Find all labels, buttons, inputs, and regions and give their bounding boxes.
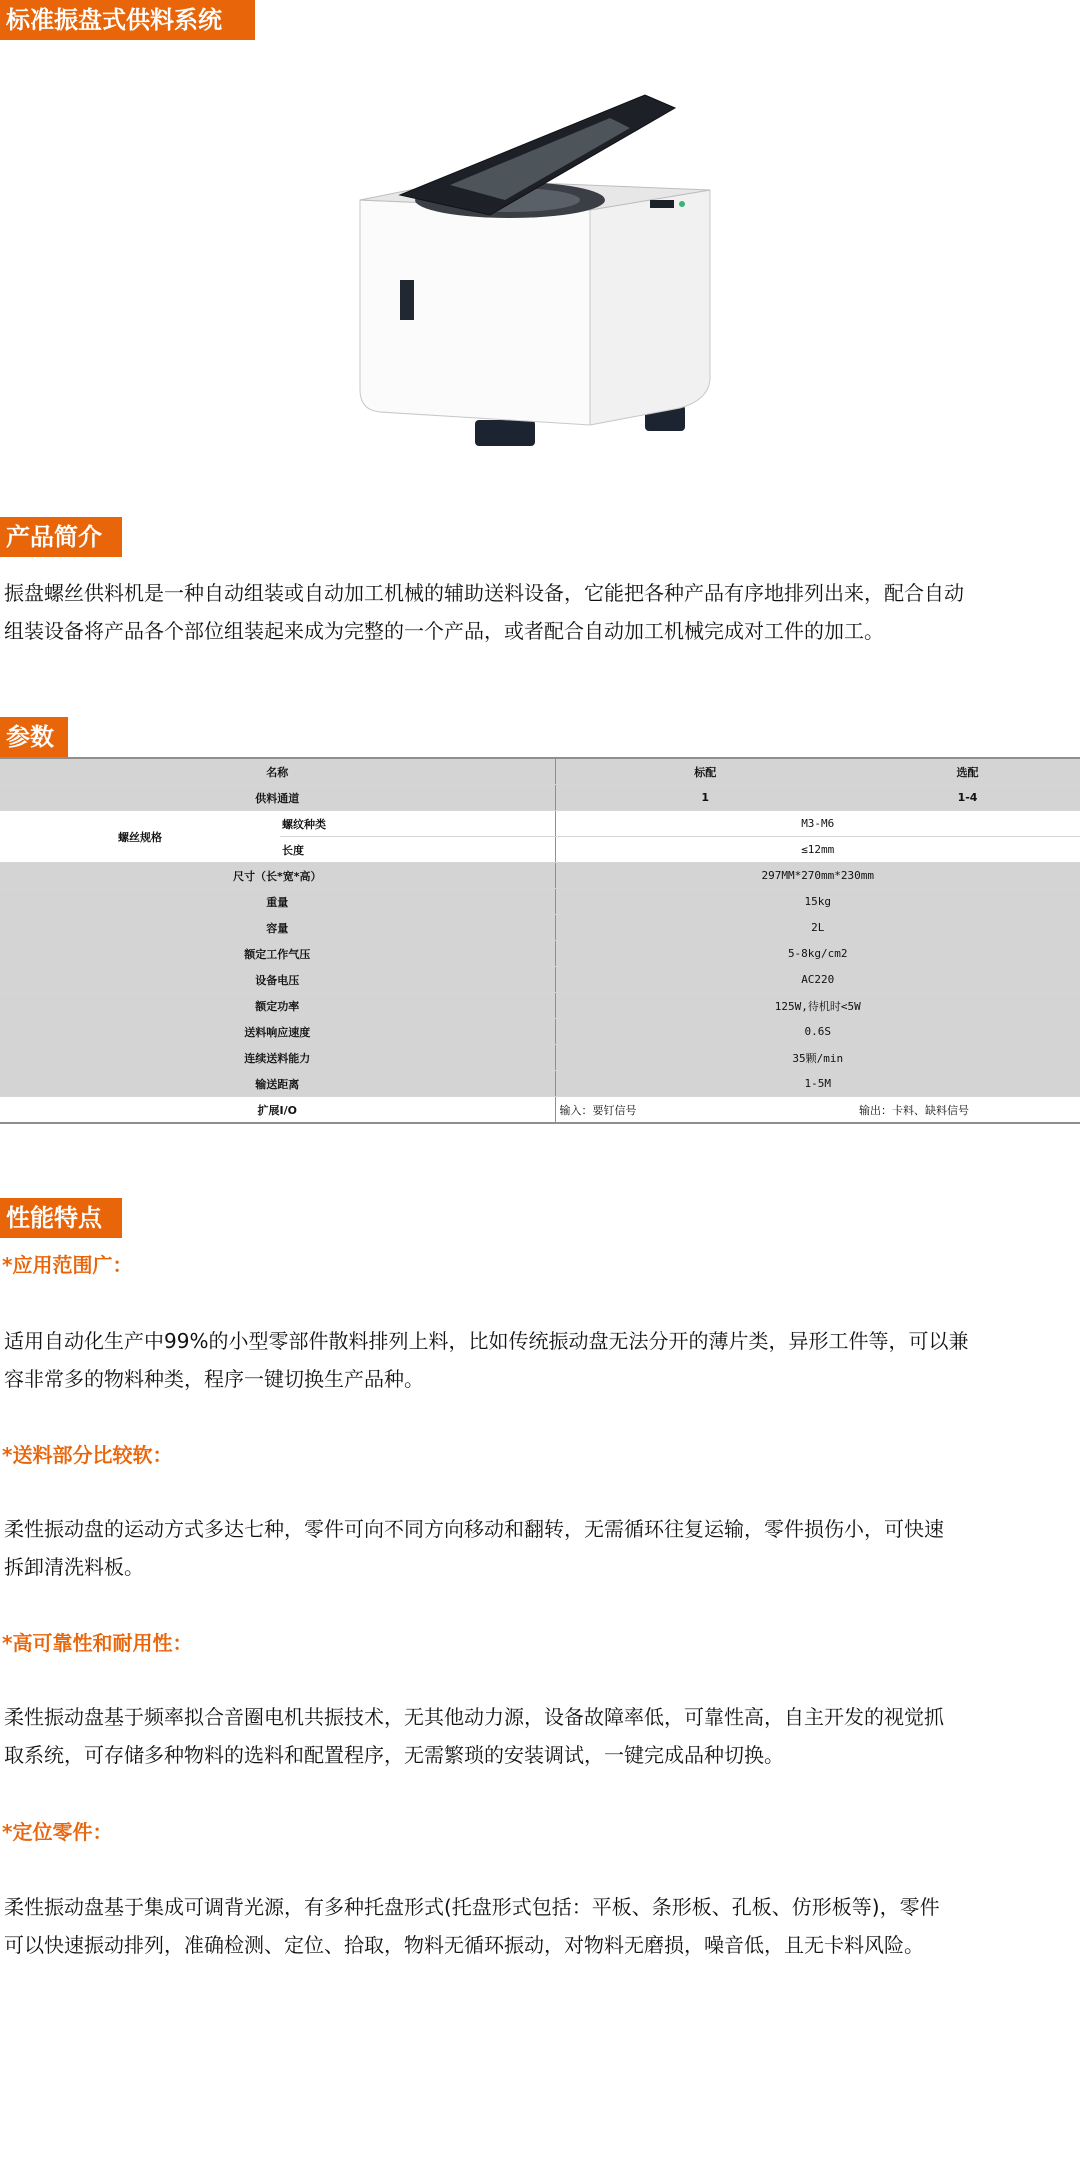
feature-title: *高可靠性和耐用性： [2,1631,193,1655]
header-line [285,17,1080,20]
section-header-title [0,0,1080,40]
header-name: 名称 [0,758,555,785]
feature-line: 柔性振动盘的运动方式多达七种，零件可向不同方向移动和翻转，无需循环往复运输，零件损伤小，可快速 [4,1517,944,1541]
section-header-features [0,1198,1080,1238]
param-value: 1 [555,785,855,811]
feature-line: 容非常多的物料种类，程序一键切换生产品种。 [4,1367,424,1391]
param-value: 15kg [555,889,1080,915]
param-value: 35颗/min [555,1045,1080,1071]
param-label: 容量 [0,915,555,941]
feature-line: 适用自动化生产中99%的小型零部件散料排列上料，比如传统振动盘无法分开的薄片类，异形工件等，可以兼 [4,1329,969,1353]
param-label: 设备电压 [0,967,555,993]
param-label: 额定工作气压 [0,941,555,967]
param-label: 送料响应速度 [0,1019,555,1045]
feature-paragraph [4,1888,1074,1964]
param-value: AC220 [555,967,1080,993]
param-label: 扩展I/O [0,1097,555,1124]
param-value: 0.6S [555,1019,1080,1045]
param-label: 重量 [0,889,555,915]
feature-line: 可以快速振动排列，准确检测、定位、拾取，物料无循环振动，对物料无磨损，噪音低，且无卡料风险。 [4,1933,924,1957]
section-header-params [0,717,1080,757]
param-value: 125W,待机时<5W [555,993,1080,1019]
param-label: 供料通道 [0,785,555,811]
param-label: 额定功率 [0,993,555,1019]
feature-title: *送料部分比较软： [2,1443,173,1467]
table-row [0,889,1080,915]
table-row [0,1045,1080,1071]
table-row [0,1019,1080,1045]
param-value: ≤12mm [555,837,1080,863]
table-row [0,1097,1080,1124]
intro-paragraph [4,574,1074,650]
header-line [134,534,1080,537]
section-header-intro [0,517,1080,557]
table-row [0,758,1080,785]
table-row [0,1071,1080,1097]
table-row [0,993,1080,1019]
product-machine-illustration [340,80,740,470]
feature-line: 柔性振动盘基于集成可调背光源，有多种托盘形式(托盘形式包括：平板、条形板、孔板、仿形板等)，零件 [4,1895,940,1919]
feature-paragraph [4,1698,1074,1774]
intro-line-1: 振盘螺丝供料机是一种自动组装或自动加工机械的辅助送料设备，它能把各种产品有序地排列出来，配合自动 [4,581,964,605]
section-title-features: 性能特点 [6,1204,102,1232]
param-value: 5-8kg/cm2 [555,941,1080,967]
param-label: 尺寸（长*宽*高） [0,863,555,889]
param-sublabel: 螺纹种类 [280,811,555,837]
feature-paragraph [4,1510,1074,1586]
table-row [0,941,1080,967]
feature-line: 柔性振动盘基于频率拟合音圈电机共振技术，无其他动力源，设备故障率低，可靠性高，自主开发的视觉抓 [4,1705,944,1729]
param-value: M3-M6 [555,811,1080,837]
feature-line: 拆卸清洗料板。 [4,1555,144,1579]
table-row [0,811,1080,837]
header-optional: 选配 [855,758,1080,785]
param-sublabel: 长度 [280,837,555,863]
table-row [0,915,1080,941]
param-value: 297MM*270mm*230mm [555,863,1080,889]
table-row [0,967,1080,993]
param-label: 输送距离 [0,1071,555,1097]
param-label: 螺丝规格 [0,811,280,863]
intro-line-2: 组装设备将产品各个部位组装起来成为完整的一个产品，或者配合自动加工机械完成对工件的加工。 [4,619,884,643]
param-value: 2L [555,915,1080,941]
table-row [0,785,1080,811]
page-title: 标准振盘式供料系统 [6,6,222,34]
feature-title: *应用范围广： [2,1253,133,1277]
param-label: 连续送料能力 [0,1045,555,1071]
feature-paragraph [4,1322,1074,1398]
feature-line: 取系统，可存储多种物料的选料和配置程序，无需繁琐的安装调试，一键完成品种切换。 [4,1743,784,1767]
header-standard: 标配 [555,758,855,785]
header-line [134,1215,1080,1218]
section-title-intro: 产品简介 [6,523,102,551]
params-table [0,757,1080,1124]
table-row [0,863,1080,889]
section-title-params: 参数 [6,723,54,751]
feature-title: *定位零件： [2,1820,113,1844]
param-value-input: 输入：要钉信号 [555,1097,855,1124]
param-value-output: 输出：卡料、缺料信号 [855,1097,1080,1124]
param-value: 1-5M [555,1071,1080,1097]
param-value: 1-4 [855,785,1080,811]
header-line [80,734,1080,737]
